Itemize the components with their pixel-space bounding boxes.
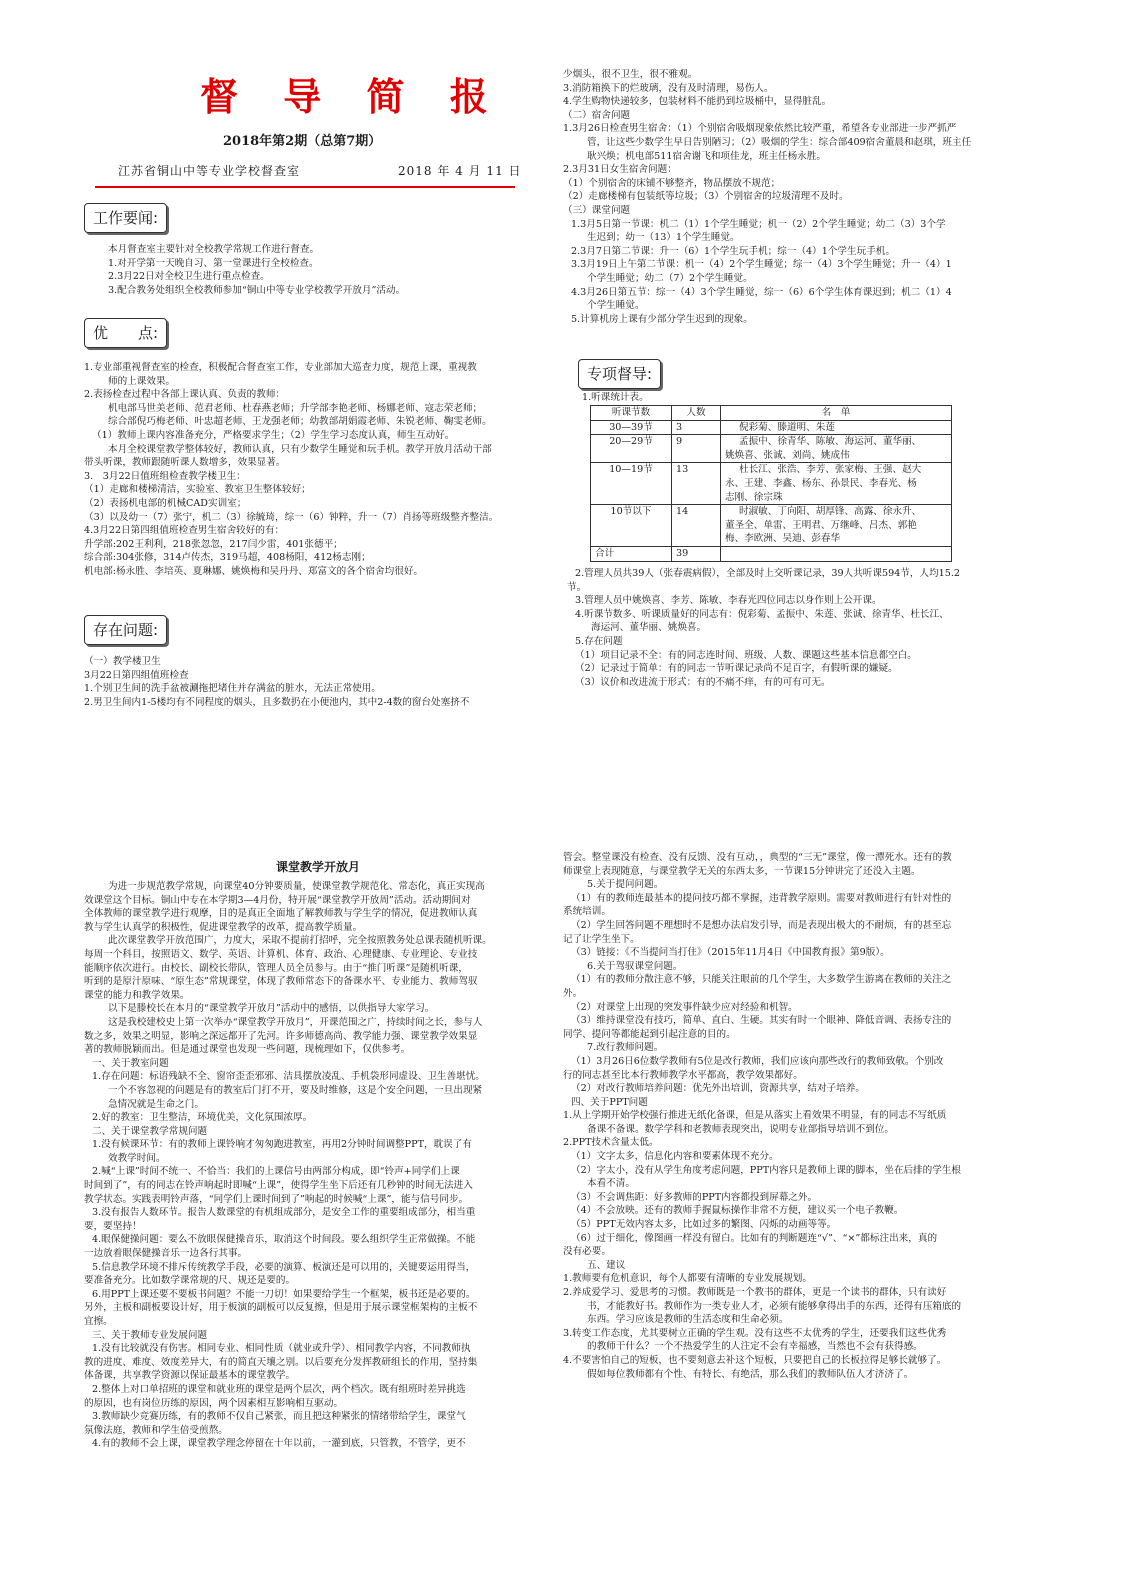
text-line: 五、建议 bbox=[587, 1259, 626, 1271]
section-heading-problems: 存在问题: bbox=[84, 615, 167, 645]
text-line: 5.计算机房上课有少部分学生迟到的现象。 bbox=[571, 313, 753, 325]
text-line: 管会。整堂课没有检查、没有反馈、没有互动，，典型的“三无”课堂，像一潭死水。还有的教 bbox=[563, 852, 952, 863]
text-line: 以下是滕校长在本月的“课堂教学开放月”活动中的感悟，以供指导大家学习。 bbox=[108, 1003, 435, 1015]
text-line: 少烟头，很不卫生，很不雅观。 bbox=[563, 69, 698, 80]
range-cell: 20—29节 bbox=[591, 435, 672, 463]
text-line: 教的进度、难度、效度差异大，有的简直天壤之别。以后要充分发挥教研组长的作用，坚持集 bbox=[84, 1356, 478, 1368]
article-title: 课堂教学开放月 bbox=[276, 860, 361, 874]
text-line: 的教师干什么？一个不热爱学生的人注定不会有幸福感，当然也不会有获得感。 bbox=[587, 1341, 923, 1353]
section-heading-strengths: 优 点: bbox=[84, 318, 167, 348]
names-line: 董圣全、单雷、王明君、万继峰、吕杰、郭艳 bbox=[725, 519, 917, 531]
text-line: 书，才能教好书。教师作为一类专业人才，必须有能够拿得出手的东西，还得有压箱底的 bbox=[587, 1300, 962, 1312]
text-line: （1）教师上课内容准备充分，严格要求学生；（2）学生学习态度认真，师生互动好。 bbox=[92, 429, 455, 441]
table-header-row bbox=[591, 406, 952, 421]
text-line: 海运河、董华丽、姚焕喜。 bbox=[591, 622, 707, 634]
names-line: 杜长江、张浩、李芳、张家梅、王强、赵大 bbox=[739, 464, 922, 476]
text-line: （1）项目记录不全：有的同志连时间、班级、人数、课题这些基本信息都空白。 bbox=[575, 649, 917, 661]
names-line: 倪彩菊、滕道明、朱莲 bbox=[739, 421, 835, 433]
text-line: 师课堂上表现随意，与课堂教学无关的东西太多，一节课15分钟讲完了还没入主题。 bbox=[563, 865, 921, 877]
text-line: （1）走廊和楼梯清洁，实验室、教室卫生整体较好； bbox=[84, 484, 311, 496]
text-line: 3.教师缺少竞赛历练，有的教师不仅自己紧张，而且把这种紧张的情绪带给学生，课堂气 bbox=[92, 1411, 466, 1423]
count-cell: 9 bbox=[672, 435, 721, 463]
article-left-column bbox=[84, 880, 554, 1451]
range-cell: 10—19节 bbox=[591, 463, 672, 505]
office-name: 江苏省铜山中等专业学校督查室 bbox=[118, 164, 301, 178]
issue-number: 2018年第2期（总第7期） bbox=[223, 134, 382, 149]
count-cell: 3 bbox=[672, 420, 721, 435]
text-line: 氛像法庭，教师和学生倍受煎熬。 bbox=[84, 1424, 228, 1436]
names-line: 时淑敏、丁向阳、胡厚锋、高露、徐永升、 bbox=[739, 506, 922, 518]
header-cell: 听课节数 bbox=[591, 406, 672, 421]
text-line: 4.听课节数多、听课质量好的同志有：倪彩菊、孟振中、朱莲、张诚、徐青华、杜长江、 bbox=[575, 608, 949, 620]
text-line: 6.关于驾驭课堂问题。 bbox=[587, 960, 683, 972]
right-top-block bbox=[563, 68, 1043, 326]
text-line: （3）以及幼一（7）张宁，机二（3）徐毓琦，综一（6）钟粹，升一（7）肖扬等班级整齐整洁。 bbox=[84, 511, 499, 523]
text-line: 2.管理人员共39人（张春震病假），全部及时上交听课记录，39人共听课594节，人均15.2 bbox=[575, 568, 961, 579]
text-line: 1.个别卫生间的洗手盆被涮拖把堵住并存满盆的脏水，无法正常使用。 bbox=[84, 683, 381, 695]
names-line: 梅、李欧洲、吴迪、彭春华 bbox=[725, 533, 841, 545]
text-line: 四、关于PPT问题 bbox=[571, 1096, 648, 1108]
text-line: 管，让这些少数学生早日告别陋习；（2）吸烟的学生：综合部409宿舍董晨和赵琪，班主任 bbox=[587, 136, 972, 148]
text-line: （1）3月26日6位数学教师有5位是改行教师，我们应该向那些改行的教师致敬。个别改 bbox=[571, 1055, 944, 1067]
text-line: （2）记录过于简单：有的同志一节听课记录尚不足百字，有假听课的嫌疑。 bbox=[575, 663, 898, 675]
text-line: 1.3月26日检查男生宿舍：（1）个别宿舍吸烟现象依然比较严重，希望各专业部进一步严抓严 bbox=[563, 123, 957, 135]
text-line: 宜擦。 bbox=[84, 1316, 113, 1327]
red-divider bbox=[95, 186, 515, 188]
text-line: 2.好的教室：卫生整洁，环境优美，文化氛围浓厚。 bbox=[92, 1112, 313, 1124]
text-line: 2.3月7日第二节课：升一（6）1个学生玩手机；综一（4）1个学生玩手机。 bbox=[571, 245, 895, 257]
text-line: 著的教师脱颖而出。但是通过课堂也发现一些问题，现梳理如下，仅供参考。 bbox=[84, 1044, 411, 1056]
names-line: 志刚、徐宗珠 bbox=[725, 491, 783, 503]
text-line: 4.3月22日第四组值班检查男生宿舍较好的有： bbox=[84, 525, 285, 537]
text-line: 系统培训。 bbox=[563, 906, 611, 918]
text-line: 4.不要害怕自己的短板，也不要刻意去补这个短板，只要把自己的长板拉得足够长就够了。 bbox=[563, 1354, 947, 1366]
text-line: 教学状态。实践表明铃声落，“同学们上课时间到了”响起的时候喊“上课”，能与信号同步。 bbox=[84, 1193, 469, 1205]
text-line: 课堂的能力和教学效果。 bbox=[84, 989, 190, 1001]
text-line: （二）宿舍问题 bbox=[563, 109, 631, 121]
text-line: 同学、提问等都能起到引起注意的目的。 bbox=[563, 1028, 736, 1040]
text-line: 效课堂这个目标。铜山中专在本学期3—4月份，特开展“课堂教学开放周”活动。活动期间对 bbox=[84, 894, 471, 906]
text-line: 东西。学习应该是教师的生活态度和生命必须。 bbox=[587, 1314, 789, 1326]
table-row bbox=[591, 435, 952, 463]
header-cell: 名 单 bbox=[721, 406, 952, 421]
table-row bbox=[591, 546, 952, 561]
listen-table-wrap bbox=[590, 405, 952, 562]
text-line: 效教学时间。 bbox=[108, 1152, 166, 1164]
text-line: 3.配合教务处组织全校教师参加“铜山中等专业学校教学开放月”活动。 bbox=[108, 284, 406, 296]
text-line: 机电部:杨永胜、李培英、夏琳娜、姚焕梅和吴丹丹、郑富文的各个宿舍均很好。 bbox=[84, 565, 424, 577]
text-line: （1）文字太多，信息化内容和要素体现不充分。 bbox=[571, 1151, 779, 1163]
text-line: （2）走廊楼梯有包装纸等垃圾；（3）个别宿舍的垃圾清理不及时。 bbox=[563, 191, 849, 203]
bulletin-title: 督 导 简 报 bbox=[200, 74, 504, 119]
text-line: （3）不会调焦距：好多教师的PPT内容都投到屏幕之外。 bbox=[571, 1191, 818, 1203]
text-line: 个学生睡觉。 bbox=[587, 300, 645, 312]
names-line: 永、王建、李鑫、杨东、孙景民、李春光、杨 bbox=[725, 477, 917, 489]
listen-table bbox=[590, 405, 952, 562]
text-line: 4.3月26日第五节：综一（4）3个学生睡觉，综一（6）6个学生体育课迟到；机二（1）4 bbox=[571, 286, 952, 298]
text-line: （5）PPT无效内容太多，比如过多的繁图、闪烁的动画等等。 bbox=[571, 1219, 837, 1231]
text-line: 生迟到；幼一（13）1个学生睡觉。 bbox=[587, 232, 740, 244]
text-line: 1.3月5日第一节课：机二（1）1个学生睡觉；机一（2）2个学生睡觉；幼二（3）3个学 bbox=[571, 218, 946, 230]
text-line: 外。 bbox=[563, 987, 583, 999]
text-line: 此次课堂教学开放范围广，力度大，采取不提前打招呼，完全按照教务处总课表随机听课。 bbox=[108, 935, 492, 947]
text-line: 教与学生认真学的积极性，促进课堂教学的改革，提高教学质量。 bbox=[84, 921, 363, 933]
text-line: 假如每位教师都有个性、有特长、有绝活，那么我们的教师队伍人才济济了。 bbox=[587, 1368, 914, 1380]
names-line: 姚焕喜、张诚、刘尚、姚成伟 bbox=[725, 449, 850, 461]
text-line: 5.关于提问问题。 bbox=[587, 879, 664, 891]
text-line: 记了让学生坐下。 bbox=[563, 933, 640, 945]
text-line: 2.PPT技术含量太低。 bbox=[563, 1137, 659, 1149]
names-cell bbox=[721, 420, 952, 435]
text-line: 听到的是原汁原味、“原生态”常规课堂，体现了教师常态下的备课水平、专业能力、教师驾驭 bbox=[84, 976, 478, 988]
text-line: 行的同志甚至比本行教师教学水平都高，教学效果都好。 bbox=[563, 1069, 803, 1081]
text-line: 这是我校建校史上第一次举办“课堂教学开放月”，开课范围之广，持续时间之长，参与人 bbox=[108, 1016, 483, 1028]
text-line: 一边放着眼保健操音乐一边各行其事。 bbox=[84, 1248, 248, 1260]
text-line: 7.改行教师问题。 bbox=[587, 1042, 664, 1054]
count-cell: 13 bbox=[672, 463, 721, 505]
text-line: 1.专业部重视督查室的检查，积极配合督查室工作，专业部加大巡查力度，规范上课，重视教 bbox=[84, 362, 477, 373]
text-line: （2）对课堂上出现的突发事件缺少应对经验和机智。 bbox=[571, 1001, 798, 1013]
text-line: 为进一步规范教学常规，向课堂40分钟要质量，使课堂教学规范化、常态化，真正实现高 bbox=[108, 881, 485, 892]
text-line: 机电部马世美老师、范君老师、杜春燕老师；升学部李艳老师、杨娜老师、寇志荣老师； bbox=[108, 402, 483, 414]
names-line: 孟振中、徐青华、陈敏、海运河、董华丽、 bbox=[739, 436, 922, 448]
text-line: 1.教师要有危机意识，每个人都要有清晰的专业发展规划。 bbox=[563, 1273, 812, 1285]
text-line: 2.养成爱学习、爱思考的习惯。教师既是一个教书的群体，更是一个读书的群体，只有读好 bbox=[563, 1287, 947, 1298]
text-line: （3）链接：《不当提问当打住》（2015年11月4日《中国教育报》第9版）。 bbox=[571, 947, 890, 959]
text-line: （1）有的教师分散注意不够，只能关注眼前的几个学生，大多数学生游离在教师的关注之 bbox=[571, 974, 952, 986]
names-cell bbox=[721, 463, 952, 505]
text-line: 能顺序依次进行。由校长、副校长带队，管理人员全员参与。由于“推门听课”是随机听课， bbox=[84, 962, 468, 974]
text-line: 2.3月31日女生宿舍问题： bbox=[563, 164, 677, 176]
text-line: 数之多，效果之明显，影响之深远都开了先河。许多师德高尚、教学能力强、课堂教学效果显 bbox=[84, 1030, 478, 1042]
text-line: 时间到了”，有的同志在铃声响起时即喊“上课”，使得学生坐下后还有几秒钟的时间无法进入 bbox=[84, 1180, 473, 1192]
text-line: 1.对开学第一天晚自习、第一堂课进行全校检查。 bbox=[108, 257, 319, 269]
article-right-column bbox=[563, 851, 1043, 1381]
text-line: （4）不会放映。还有的教师手握鼠标操作非常不方便，建议买一个电子教鞭。 bbox=[571, 1205, 904, 1217]
text-line: （6）过于细化，像图画一样没有留白。比如有的判断题连“√”、“×”都标注出来，真的 bbox=[571, 1232, 938, 1244]
text-line: 要准备充分。比如数学课常规的尺、规还是要的。 bbox=[84, 1275, 296, 1287]
names-cell bbox=[721, 435, 952, 463]
text-line: 2.喊“上课”时间不统一、不恰当：我们的上课信号由两部分构成，即“铃声+同学们上课 bbox=[92, 1166, 460, 1178]
text-line: 带头听课，教师跟随听课人数增多，效果显著。 bbox=[84, 457, 286, 469]
special-block bbox=[567, 567, 1047, 689]
text-line: （1）个别宿舍的床铺不够整齐，物品摆放不规范； bbox=[563, 177, 781, 189]
text-line: 个学生睡觉；幼二（7）2个学生睡觉。 bbox=[587, 272, 753, 284]
text-line: 5.信息教学环境不排斥传统教学手段，必要的演算、板演还是可以用的，关键要运用得当， bbox=[92, 1261, 476, 1273]
text-line: 2.表扬检查过程中各部上课认真、负责的教师： bbox=[84, 389, 286, 401]
text-line: 一、关于教室问题 bbox=[92, 1057, 169, 1069]
text-line: 另外，主板和副板要设计好，用于板演的副板可以反复擦，但是用于展示课堂框架构的主板不 bbox=[84, 1302, 478, 1314]
text-line: 1.没有比较就没有伤害。相同专业、相同性质（就业或升学）、相同教学内容，不同教师执 bbox=[92, 1343, 471, 1355]
text-line: 5.存在问题 bbox=[575, 635, 623, 647]
names-cell bbox=[721, 546, 952, 561]
text-line: （2）字太小，没有从学生角度考虑问题，PPT内容只是教师上课的脚本，坐在后排的学生根 bbox=[571, 1164, 961, 1176]
range-cell: 30—39节 bbox=[591, 420, 672, 435]
text-line: （一）教学楼卫生 bbox=[84, 656, 161, 667]
text-line: 4.眼保健操问题：要么不放眼保健操音乐，取消这个时间段。要么组织学生正常做操。不能 bbox=[92, 1234, 476, 1246]
text-line: 每周一个科目，按照语文、数学、英语、计算机、体育、政治、心理健康、专业理论、专业技 bbox=[84, 948, 478, 960]
text-line: 备课不备课。数学学科和老教师表现突出，说明专业部指导培训不到位。 bbox=[587, 1123, 894, 1135]
text-line: （1）有的教师连最基本的提问技巧都不掌握，违背教学原则。需要对教师进行有针对性的 bbox=[571, 892, 952, 904]
section-heading-news: 工作要闻: bbox=[84, 203, 167, 233]
text-line: 师的上课效果。 bbox=[108, 375, 176, 387]
range-cell: 合计 bbox=[591, 546, 672, 561]
text-line: （三）课堂问题 bbox=[563, 204, 631, 216]
text-line: 一个不容忽视的问题是有的教室后门打不开，要及时维修，这是个安全问题，一旦出现紧 bbox=[108, 1084, 483, 1096]
text-line: 本看不清。 bbox=[587, 1178, 635, 1190]
text-line: 3.管理人员中姚焕喜、李芳、陈敏、李春光四位同志以身作则上公开课。 bbox=[575, 595, 882, 607]
text-line: 3.转变工作态度，尤其要树立正确的学生观。没有这些不太优秀的学生，还要我们这些优秀 bbox=[563, 1327, 947, 1339]
text-line: 3.3月19日上午第二节课：机一（4）2个学生睡觉；综一（4）3个学生睡觉；升一（4）1 bbox=[571, 259, 952, 271]
issue-date: 2018 年 4 月 11 日 bbox=[398, 164, 522, 178]
table-row bbox=[591, 420, 952, 435]
count-cell: 14 bbox=[672, 505, 721, 547]
text-line: 6.用PPT上课还要不要板书问题？不能一刀切！如果要给学生一个框架，板书还是必要的。 bbox=[92, 1288, 476, 1300]
text-line: （3）维持课堂没有技巧，简单、直白、生硬。其实有时一个眼神、降低音调、表扬专注的 bbox=[571, 1015, 952, 1027]
text-line: 要，要坚持！ bbox=[84, 1220, 142, 1232]
text-line: 全体教师的课堂教学进行观摩，目的是真正全面地了解教师教与学生学的情况，促进教师认真 bbox=[84, 908, 478, 920]
text-line: 3.消防箱换下的烂玻璃，没有及时清理，易伤人。 bbox=[563, 82, 774, 94]
text-line: （2）学生回答问题不理想时不是想办法启发引导，而是表现出极大的不耐烦，有的甚至忘 bbox=[571, 919, 952, 931]
text-line: （2）表扬机电部的机械CAD实训室； bbox=[84, 497, 247, 509]
text-line: 耿兴焕；机电部511宿舍谢飞和项佳龙，班主任杨永胜。 bbox=[587, 150, 826, 162]
text-line: 3.没有报告人数环节。报告人数课堂的有机组成部分，是安全工作的重要组成部分，相当重 bbox=[92, 1207, 476, 1219]
text-line: 综合部:304张修，314卢传杰，319马超，408杨阳，412杨志刚； bbox=[84, 552, 371, 564]
text-line: 3月22日第四组值班检查 bbox=[84, 669, 189, 681]
text-line: 的原因，也有岗位历练的原因，两个因素相互影响相互驱动。 bbox=[84, 1397, 344, 1409]
text-line: （2）对改行教师培养问题：优先外出培训，资源共享，结对子培养。 bbox=[571, 1083, 865, 1095]
text-line: 三、关于教师专业发展问题 bbox=[92, 1329, 208, 1341]
table-row bbox=[591, 505, 952, 547]
text-line: 升学部:202王利利，218张忽忽，217闫少雷，401张德平； bbox=[84, 538, 343, 550]
strengths-block bbox=[84, 361, 554, 579]
text-line: 没有必要。 bbox=[563, 1246, 611, 1258]
text-line: 急情况就是生命之门。 bbox=[108, 1098, 204, 1110]
text-line: 2.3月22日对全校卫生进行重点检查。 bbox=[108, 271, 270, 283]
text-line: 1.从上学期开始学校强行推进无纸化备课，但是从落实上看效果不明显，有的同志不写纸质 bbox=[563, 1110, 947, 1122]
text-line: 1.没有候课环节：有的教师上课铃响才匆匆跑进教室，再用2分钟时间调整PPT，耽误了有 bbox=[92, 1139, 472, 1151]
listen-table-title: 1.听课统计表。 bbox=[582, 392, 649, 403]
text-line: （3）议价和改进流于形式：有的不痛不痒，有的可有可无。 bbox=[575, 676, 831, 688]
names-cell bbox=[721, 505, 952, 547]
text-line: 节。 bbox=[567, 581, 587, 593]
text-line: 体备课，共享教学资源以保证最基本的课堂教学。 bbox=[84, 1370, 296, 1382]
news-block bbox=[84, 243, 544, 297]
table-row bbox=[591, 463, 952, 505]
problems-block bbox=[84, 655, 554, 709]
text-line: 2.男卫生间内1-5楼均有不同程度的烟头，且多数扔在小便池内，其中2-4数的窗台处塞挤不 bbox=[84, 696, 470, 708]
range-cell: 10节以下 bbox=[591, 505, 672, 547]
text-line: 4.学生购物快递较多，包装材料不能扔到垃圾桶中，显得脏乱。 bbox=[563, 96, 832, 108]
section-heading-special: 专项督导: bbox=[578, 359, 661, 389]
text-line: 综合部倪巧梅老师、叶忠超老师、王龙强老师；幼教部胡娟霞老师、朱锐老师、鞠雯老师。 bbox=[108, 416, 492, 428]
text-line: 二、关于课堂教学常规问题 bbox=[92, 1125, 208, 1137]
text-line: 4.有的教师不会上课，课堂教学理念停留在十年以前，一灌到底，只管教，不管学，更不 bbox=[92, 1438, 466, 1450]
text-line: 1.存在问题：标语残缺不全、窗帘歪歪邪邪、洁具摆放凌乱、手机袋形同虚设、卫生善堪忧。 bbox=[92, 1071, 485, 1083]
header-cell: 人数 bbox=[672, 406, 721, 421]
text-line: 2.整体上对口单招班的课堂和就业班的课堂是两个层次，两个档次。既有组班时差异挑选 bbox=[92, 1383, 466, 1395]
text-line: 本月督查室主要针对全校教学常规工作进行督查。 bbox=[108, 244, 320, 255]
text-line: 3. 3月22日值班组检查教学楼卫生： bbox=[84, 470, 246, 482]
count-cell: 39 bbox=[672, 546, 721, 561]
text-line: 本月全校课堂教学整体较好，教师认真，只有少数学生睡觉和玩手机。教学开放月活动干部 bbox=[108, 443, 492, 455]
